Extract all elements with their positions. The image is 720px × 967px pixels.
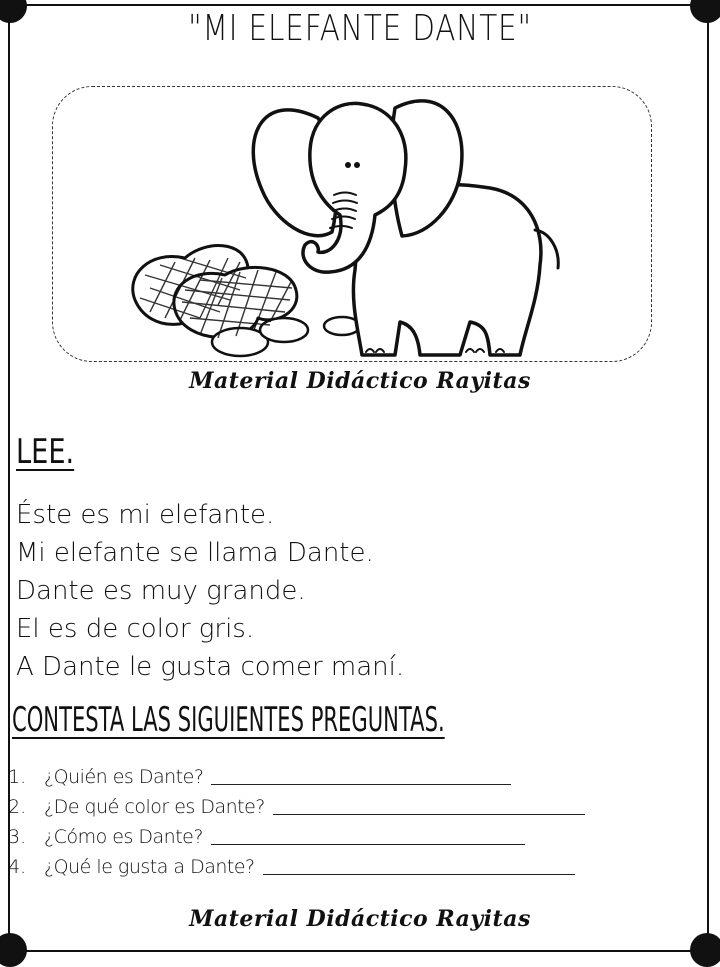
answer-line[interactable] — [211, 783, 511, 785]
question-number: 2. — [8, 796, 27, 818]
corner-decoration — [0, 933, 27, 967]
question-item — [8, 852, 585, 882]
page-title: "MI ELEFANTE DANTE" — [188, 8, 532, 49]
reading-line: Dante es muy grande. — [16, 576, 306, 606]
watermark-text: Material Didáctico Rayitas — [189, 906, 531, 932]
question-item — [8, 822, 585, 852]
question-text: ¿Cómo es Dante? — [44, 826, 203, 848]
question-number: 4. — [8, 856, 27, 878]
section-heading-questions: CONTESTA LAS SIGUIENTES PREGUNTAS. — [12, 700, 445, 740]
question-text: ¿De qué color es Dante? — [44, 796, 265, 818]
reading-text — [16, 496, 404, 686]
question-number: 3. — [8, 826, 27, 848]
watermark-text: Material Didáctico Rayitas — [189, 368, 531, 394]
section-heading-read: LEE. — [16, 432, 75, 472]
question-number: 1. — [8, 766, 27, 788]
corner-decoration — [690, 933, 720, 967]
reading-line: Éste es mi elefante. — [16, 500, 275, 530]
question-text: ¿Qué le gusta a Dante? — [44, 856, 255, 878]
reading-line: Mi elefante se llama Dante. — [16, 538, 374, 568]
reading-line: El es de color gris. — [16, 614, 255, 644]
question-list — [8, 762, 585, 882]
question-text: ¿Quién es Dante? — [44, 766, 204, 788]
question-item — [8, 792, 585, 822]
question-item — [8, 762, 585, 792]
elephant-with-peanuts-icon — [0, 0, 720, 400]
answer-line[interactable] — [263, 873, 575, 875]
answer-line[interactable] — [273, 813, 585, 815]
reading-line: A Dante le gusta comer maní. — [16, 652, 405, 682]
answer-line[interactable] — [211, 843, 525, 845]
